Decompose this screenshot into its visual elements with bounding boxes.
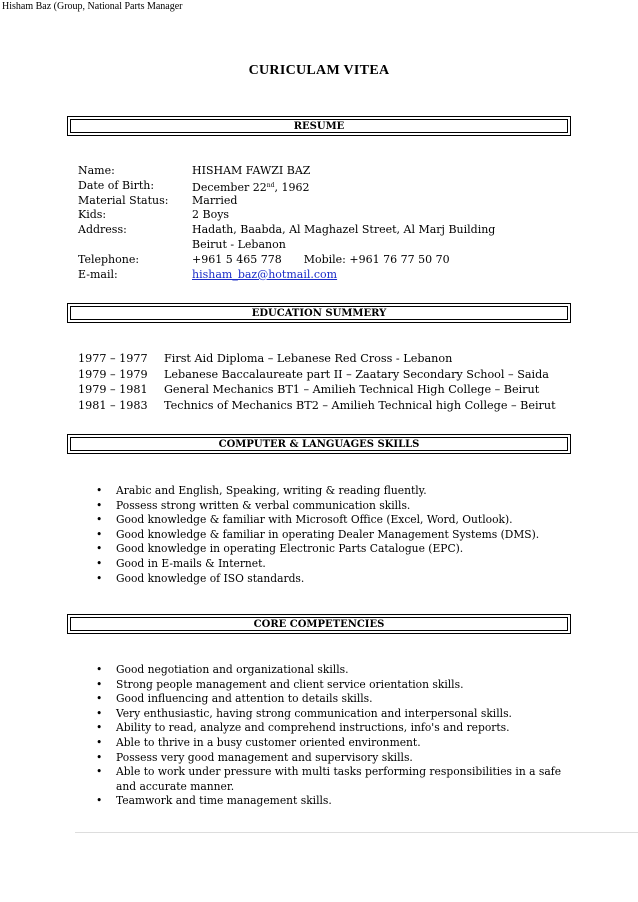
education-detail: General Mechanics BT1 – Amilieh Technical High College – Beirut [164,383,540,396]
status-label: Material Status: [78,193,169,207]
list-item: • Ability to read, analyze and comprehend instructions, info's and reports. [96,721,566,736]
resume-section-header [67,116,571,136]
core-list [96,663,566,809]
skills-section-header [67,434,571,454]
list-item: • Strong people management and client service orientation skills. [96,678,566,693]
skills-section-title: COMPUTER & LANGUAGES SKILLS [218,439,420,450]
kids-value: 2 Boys [192,208,230,222]
telephone-label: Telephone: [78,252,140,266]
education-years: 1979 – 1979 [78,367,148,381]
document-title: CURICULAM VITEA [248,63,390,78]
education-detail: Lebanese Baccalaureate part II – Zaatary Secondary School – Saida [164,367,549,381]
mobile-number: Mobile: +961 76 77 50 70 [303,252,450,266]
resume-section-title: RESUME [293,121,345,132]
list-item: • Possess very good management and supervisory skills. [96,751,566,766]
education-section-title: EDUCATION SUMMERY [251,308,387,319]
core-section-header [67,614,571,634]
education-row [78,351,556,367]
address-line1: Hadath, Baabda, Al Maghazel Street, Al Marj Building [192,223,496,237]
education-list [78,351,556,413]
dob-day: December 22 [192,180,267,194]
dob-ordinal: nd [266,181,275,189]
list-item: • Good knowledge & familiar with Microsoft Office (Excel, Word, Outlook). [96,513,566,528]
telephone-number: +961 5 465 778 [192,252,282,266]
list-item: • Very enthusiastic, having strong communication and interpersonal skills. [96,707,566,722]
page-divider [75,832,638,833]
list-item: • Good knowledge & familiar in operating Dealer Management Systems (DMS). [96,528,566,543]
dob-year: , 1962 [274,180,310,194]
kids-label: Kids: [78,208,107,222]
list-item: • Good knowledge in operating Electronic Parts Catalogue (EPC). [96,542,566,557]
education-section-header [67,303,571,323]
running-header: Hisham Baz (Group, National Parts Manager [2,1,183,12]
education-years: 1977 – 1977 [78,352,148,365]
list-item: • Good influencing and attention to details skills. [96,692,566,707]
education-detail: First Aid Diploma – Lebanese Red Cross - Lebanon [164,352,453,365]
skills-list [96,484,566,586]
list-item: • Possess strong written & verbal communication skills. [96,499,566,514]
education-row [78,398,556,414]
list-item: • Able to work under pressure with multi tasks performing responsibilities in a safe and accurate manner. [96,765,566,794]
education-detail: Technics of Mechanics BT2 – Amilieh Technical high College – Beirut [164,398,556,412]
status-value: Married [192,193,238,207]
address-line2: Beirut - Lebanon [192,237,286,251]
telephone-value [192,253,450,268]
education-row [78,367,556,383]
email-link[interactable]: hisham_baz@hotmail.com [192,267,338,281]
education-row [78,382,556,398]
education-years: 1979 – 1981 [78,383,148,396]
education-years: 1981 – 1983 [78,398,148,412]
list-item: • Teamwork and time management skills. [96,794,566,809]
list-item: • Arabic and English, Speaking, writing & reading fluently. [96,484,566,499]
core-section-title: CORE COMPETENCIES [253,619,385,630]
email-label: E-mail: [78,267,118,281]
address-label: Address: [78,223,127,237]
list-item: • Good negotiation and organizational skills. [96,663,566,678]
list-item: • Good knowledge of ISO standards. [96,572,566,587]
list-item: • Good in E-mails & Internet. [96,557,566,572]
list-item: • Able to thrive in a busy customer oriented environment. [96,736,566,751]
name-label: Name: [78,164,115,177]
dob-label: Date of Birth: [78,178,155,192]
name-value: HISHAM FAWZI BAZ [192,164,311,177]
